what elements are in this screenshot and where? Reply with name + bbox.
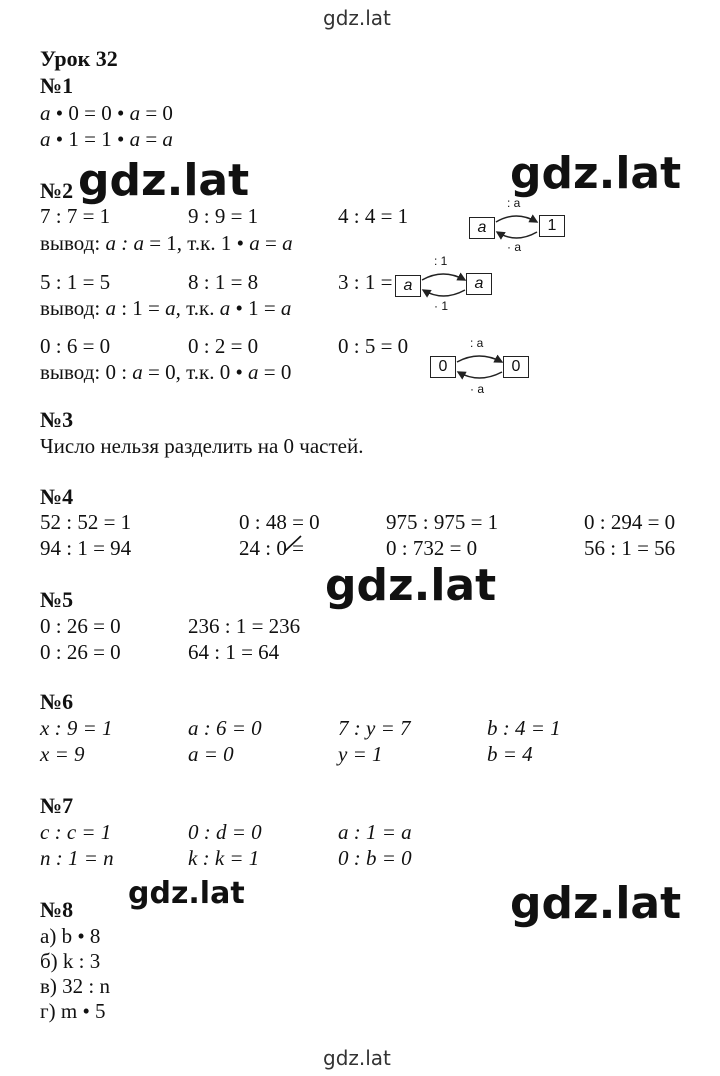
ex5-r2-c1: 0 : 26 = 0 <box>40 640 121 664</box>
ex2-r3-c3: 0 : 5 = 0 <box>338 334 409 358</box>
ex2-conclusion-1: вывод: a : a = 1, т.к. 1 • a = a <box>40 231 293 255</box>
diagram1-arrows <box>494 206 540 246</box>
ex7-r1-c3: a : 1 = a <box>338 820 412 844</box>
ex2-r2-c2: 8 : 1 = 8 <box>188 270 259 294</box>
ex6-r2-c4: b = 4 <box>487 742 533 766</box>
ex5-r1-c1: 0 : 26 = 0 <box>40 614 121 638</box>
ex5-header: №5 <box>40 587 74 612</box>
ex4-r2-c1: 94 : 1 = 94 <box>40 536 132 560</box>
ex2-r1-c1: 7 : 7 = 1 <box>40 204 111 228</box>
ex6-r1-c2: a : 6 = 0 <box>188 716 262 740</box>
diagram2-left-box: a <box>395 275 421 297</box>
ex2-r1-c3: 4 : 4 = 1 <box>338 204 409 228</box>
ex8-item-g: г) m • 5 <box>40 999 106 1023</box>
ex7-r2-c1: n : 1 = n <box>40 846 114 870</box>
ex8-item-a: а) b • 8 <box>40 924 101 948</box>
ex6-r1-c1: x : 9 = 1 <box>40 716 113 740</box>
ex2-r3-c2: 0 : 2 = 0 <box>188 334 259 358</box>
ex1-line1: a • 0 = 0 • a = 0 <box>40 101 173 125</box>
diagram3-right-box: 0 <box>503 356 529 378</box>
ex4-header: №4 <box>40 484 74 509</box>
ex7-r1-c2: 0 : d = 0 <box>188 820 262 844</box>
diagram3-bottom-label: · a <box>470 382 485 396</box>
ex7-header: №7 <box>40 793 74 818</box>
diagram1-bottom-label: · a <box>507 240 522 254</box>
diagram1-left-box: a <box>469 217 495 239</box>
ex2-r1-c2: 9 : 9 = 1 <box>188 204 259 228</box>
ex6-r2-c2: a = 0 <box>188 742 234 766</box>
watermark-right-1: gdz.lat <box>510 148 682 199</box>
ex8-item-b: б) k : 3 <box>40 949 101 973</box>
diagram1-right-box: 1 <box>539 215 565 237</box>
ex1-header: №1 <box>40 73 74 98</box>
ex1-line2: a • 1 = 1 • a = a <box>40 127 173 151</box>
ex4-r1-c2: 0 : 48 = 0 <box>239 510 320 534</box>
ex2-conclusion-3: вывод: 0 : a = 0, т.к. 0 • a = 0 <box>40 360 292 384</box>
ex4-r2-c4: 56 : 1 = 56 <box>584 536 676 560</box>
ex6-r1-c4: b : 4 = 1 <box>487 716 561 740</box>
ex6-header: №6 <box>40 689 74 714</box>
watermark-left-1: gdz.lat <box>78 155 250 206</box>
ex2-r2-c1: 5 : 1 = 5 <box>40 270 111 294</box>
ex2-r2-c3: 3 : 1 = <box>338 270 393 294</box>
ex6-r2-c1: x = 9 <box>40 742 85 766</box>
ex2-r3-c1: 0 : 6 = 0 <box>40 334 111 358</box>
diagram3-arrows <box>455 346 505 386</box>
watermark-top: gdz.lat <box>323 6 391 30</box>
diagram3-left-box: 0 <box>430 356 456 378</box>
diagram2-top-label: : 1 <box>434 254 448 268</box>
strike-mark <box>283 533 303 555</box>
ex4-r1-c4: 0 : 294 = 0 <box>584 510 676 534</box>
ex5-r1-c2: 236 : 1 = 236 <box>188 614 301 638</box>
ex5-r2-c2: 64 : 1 = 64 <box>188 640 280 664</box>
watermark-center: gdz.lat <box>325 560 497 611</box>
ex6-r2-c3: y = 1 <box>338 742 383 766</box>
ex7-r2-c2: k : k = 1 <box>188 846 260 870</box>
watermark-bottom: gdz.lat <box>323 1046 391 1070</box>
ex2-conclusion-2: вывод: a : 1 = a, т.к. a • 1 = a <box>40 296 292 320</box>
ex2-header: №2 <box>40 178 74 203</box>
lesson-title: Урок 32 <box>40 46 118 71</box>
ex4-r2-c3: 0 : 732 = 0 <box>386 536 478 560</box>
ex3-text: Число нельзя разделить на 0 частей. <box>40 434 364 458</box>
diagram2-bottom-label: · 1 <box>434 299 449 313</box>
ex4-r2-c2: 24 : 0 = <box>239 536 304 560</box>
diagram2-arrows <box>420 264 468 304</box>
ex8-item-v: в) 32 : n <box>40 974 110 998</box>
ex7-r2-c3: 0 : b = 0 <box>338 846 412 870</box>
diagram3-top-label: : a <box>470 336 484 350</box>
ex4-r1-c3: 975 : 975 = 1 <box>386 510 499 534</box>
ex4-r1-c1: 52 : 52 = 1 <box>40 510 132 534</box>
diagram1-top-label: : a <box>507 196 521 210</box>
ex8-header: №8 <box>40 897 74 922</box>
ex6-r1-c3: 7 : y = 7 <box>338 716 411 740</box>
watermark-right-2: gdz.lat <box>510 878 682 929</box>
ex7-r1-c1: c : c = 1 <box>40 820 112 844</box>
ex3-header: №3 <box>40 407 74 432</box>
watermark-left-2: gdz.lat <box>128 876 245 911</box>
diagram2-right-box: a <box>466 273 492 295</box>
